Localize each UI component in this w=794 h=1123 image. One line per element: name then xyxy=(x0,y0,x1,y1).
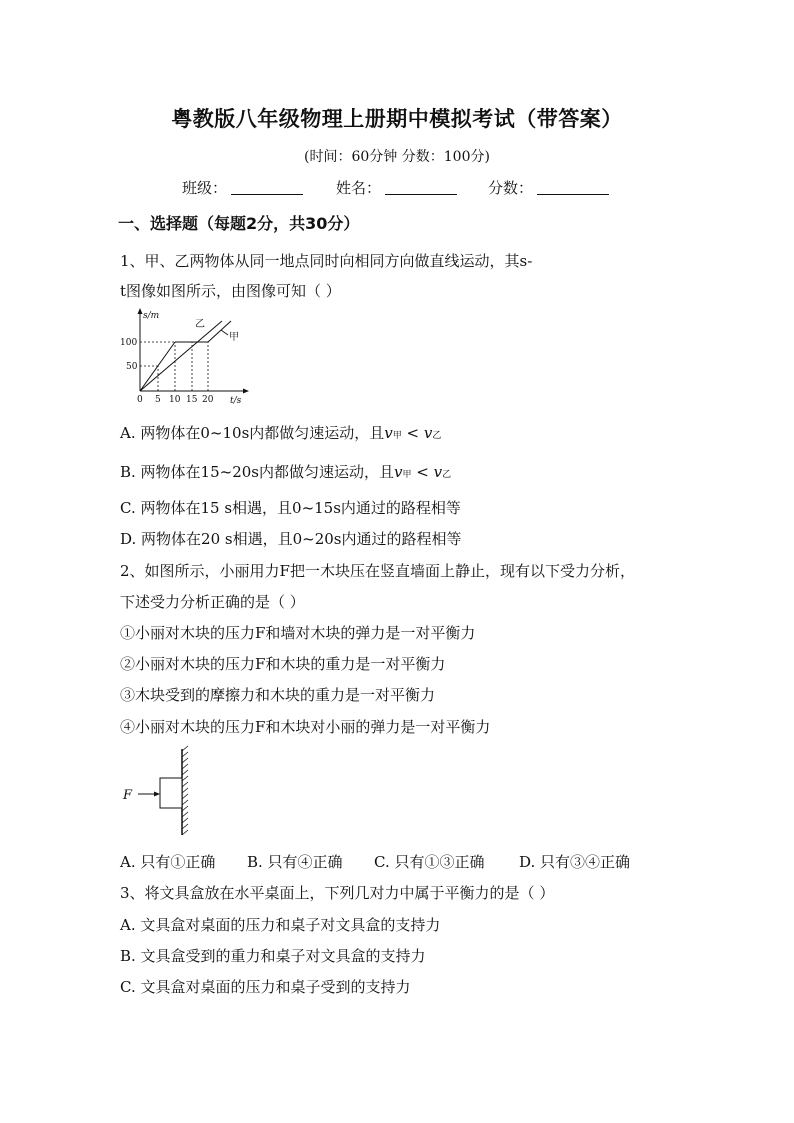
subscript-jia: 甲 xyxy=(402,470,412,480)
class-label: 班级： xyxy=(182,179,228,197)
q2-stem-line1: 2、如图所示，小丽用力F把一木块压在竖直墙面上静止，现有以下受力分析， xyxy=(120,562,635,580)
less-than: < xyxy=(411,463,434,481)
wall-hatching xyxy=(182,746,188,835)
name-field xyxy=(336,177,457,198)
class-field xyxy=(182,177,303,198)
graph-x-axis-label: t/s xyxy=(230,396,242,405)
graph-label-yi: 乙 xyxy=(195,319,205,330)
force-label: F xyxy=(123,788,133,803)
subscript-yi: 乙 xyxy=(442,470,452,480)
q2-item-1: ①小丽对木块的压力F和墙对木块的弹力是一对平衡力 xyxy=(120,624,476,642)
velocity-symbol: v xyxy=(394,463,403,481)
q1-option-b[interactable] xyxy=(120,461,451,482)
name-blank[interactable] xyxy=(385,180,457,195)
q3-option-a[interactable]: A. 文具盒对桌面的压力和桌子对文具盒的支持力 xyxy=(120,916,441,934)
class-blank[interactable] xyxy=(231,180,303,195)
q1-stem-line1: 1、甲、乙两物体从同一地点同时向相同方向做直线运动，其s- xyxy=(120,252,533,270)
page-title: 粤教版八年级物理上册期中模拟考试（带答案） xyxy=(171,107,623,131)
graph-xtick-10: 10 xyxy=(169,395,181,405)
subscript-yi: 乙 xyxy=(432,431,442,441)
q2-item-3: ③木块受到的摩擦力和木块的重力是一对平衡力 xyxy=(120,686,436,704)
graph-y-axis-label: s/m xyxy=(143,311,160,321)
wooden-block xyxy=(160,778,182,808)
score-label: 分数： xyxy=(488,179,534,197)
q3-option-b[interactable]: B. 文具盒受到的重力和桌子对文具盒的支持力 xyxy=(120,947,426,965)
q2-item-4: ④小丽对木块的压力F和木块对小丽的弹力是一对平衡力 xyxy=(120,718,491,736)
q2-option-b[interactable]: B. 只有④正确 xyxy=(247,853,343,871)
subscript-jia: 甲 xyxy=(392,431,402,441)
score-blank[interactable] xyxy=(537,180,609,195)
velocity-symbol: v xyxy=(433,463,443,481)
q2-option-a[interactable]: A. 只有①正确 xyxy=(120,853,216,871)
graph-x-arrow xyxy=(243,389,249,394)
q1-option-c[interactable]: C. 两物体在15 s相遇，且0~15s内通过的路程相等 xyxy=(120,499,461,517)
q2-option-d[interactable]: D. 只有③④正确 xyxy=(519,853,631,871)
exam-time-score: (时间：60分钟 分数：100分) xyxy=(304,149,490,165)
graph-line-yi-rise2 xyxy=(208,321,231,342)
less-than: < xyxy=(401,424,424,442)
graph-y-arrow xyxy=(138,308,143,314)
q1-option-d[interactable]: D. 两物体在20 s相遇，且0~20s内通过的路程相等 xyxy=(120,530,462,548)
q3-option-c[interactable]: C. 文具盒对桌面的压力和桌子受到的支持力 xyxy=(120,978,411,996)
name-label: 姓名： xyxy=(336,179,382,197)
graph-label-jia: 甲 xyxy=(229,332,239,343)
graph-xtick-5: 5 xyxy=(155,395,161,405)
q1-option-a[interactable] xyxy=(120,422,441,443)
q2-item-2: ②小丽对木块的压力F和木块的重力是一对平衡力 xyxy=(120,655,446,673)
graph-ytick-50: 50 xyxy=(126,362,138,372)
force-arrow-head xyxy=(154,792,160,797)
graph-leader-jia xyxy=(221,330,228,335)
q1-stem-line2: t图像如图所示，由图像可知（ ） xyxy=(120,282,341,300)
section-heading: 一、选择题（每题2分，共30分） xyxy=(118,214,360,233)
graph-xtick-20: 20 xyxy=(202,395,214,405)
q3-stem: 3、将文具盒放在水平桌面上，下列几对力中属于平衡力的是（ ） xyxy=(120,884,555,902)
velocity-symbol: v xyxy=(423,424,433,442)
q2-option-c[interactable]: C. 只有①③正确 xyxy=(374,853,485,871)
graph-line-jia-slope xyxy=(140,321,222,391)
graph-xtick-15: 15 xyxy=(186,395,198,405)
graph-line-yi-rise xyxy=(140,342,175,391)
graph-ytick-100: 100 xyxy=(120,338,138,348)
q2-stem-line2: 下述受力分析正确的是（ ） xyxy=(120,593,305,611)
velocity-symbol: v xyxy=(384,424,393,442)
q1-option-a-text: A. 两物体在0~10s内都做匀速运动，且 xyxy=(120,424,385,442)
q1-st-graph xyxy=(118,305,258,405)
q1-option-b-text: B. 两物体在15~20s内都做匀速运动，且 xyxy=(120,463,395,481)
q2-wall-block-figure xyxy=(118,745,198,840)
graph-xtick-0: 0 xyxy=(137,395,143,405)
score-field xyxy=(488,177,609,198)
